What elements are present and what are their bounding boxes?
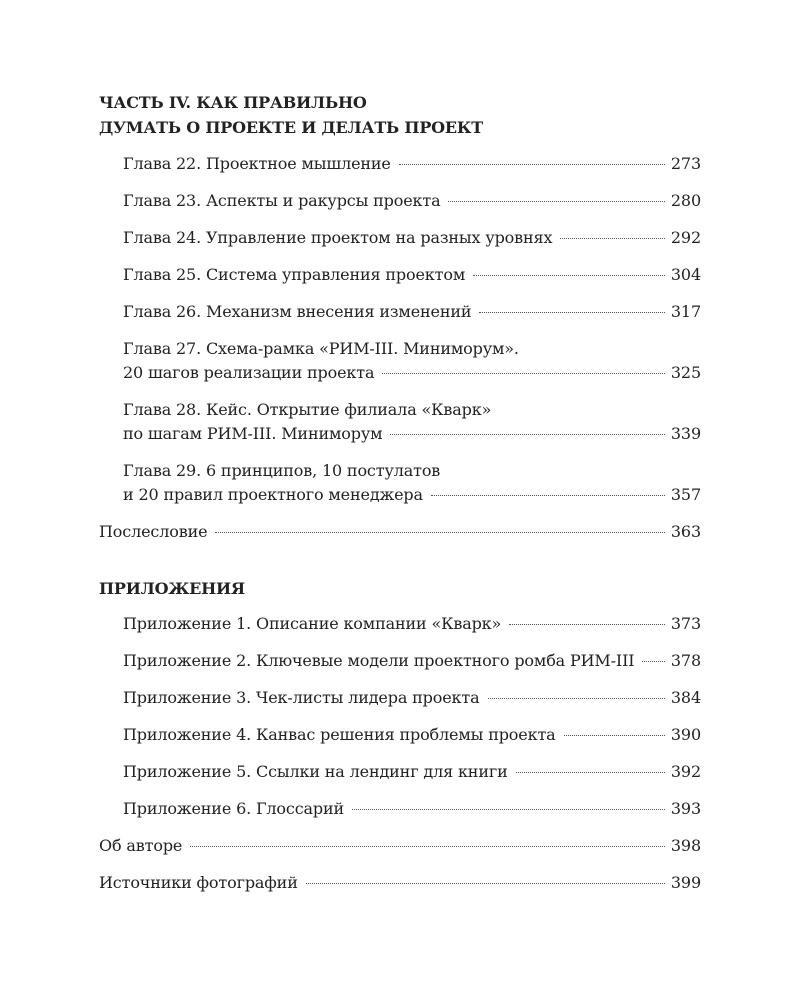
toc-entry-appendix-4[interactable] [99, 723, 701, 747]
dot-leader [431, 495, 665, 496]
toc-entry-title: Приложение 3. Чек-листы лидера проекта [123, 688, 480, 707]
part-4-heading-line-1: ЧАСТЬ IV. КАК ПРАВИЛЬНО [99, 93, 367, 112]
toc-page-number: 325 [670, 363, 701, 382]
toc-page-number: 392 [670, 762, 701, 781]
toc-entry-title: Об авторе [99, 836, 183, 855]
toc-entry-title: Приложение 6. Глоссарий [123, 799, 345, 818]
toc-page-number: 280 [670, 191, 701, 210]
toc-page-number: 390 [670, 725, 701, 744]
toc-page-number: 339 [670, 424, 701, 443]
dot-leader [390, 434, 665, 435]
toc-entry-photo-sources[interactable] [99, 871, 701, 895]
toc-entry-title: Источники фотографий [99, 873, 298, 892]
dot-leader [352, 809, 665, 810]
table-of-contents [99, 90, 701, 895]
toc-entry-chapter-26[interactable] [99, 300, 701, 324]
toc-entry-appendix-2[interactable] [99, 649, 701, 673]
toc-entry-chapter-27[interactable] [99, 337, 701, 385]
toc-page-number: 398 [670, 836, 701, 855]
toc-entry-title: Приложение 2. Ключевые модели проектного ромба РИМ-III [123, 651, 635, 670]
dot-leader [215, 532, 664, 533]
dot-leader [516, 772, 665, 773]
dot-leader [473, 275, 665, 276]
toc-page-number: 273 [670, 154, 701, 173]
dot-leader [509, 624, 665, 625]
toc-entry-appendix-5[interactable] [99, 760, 701, 784]
toc-entry-title-line-2: по шагам РИМ-III. Миниморум [123, 424, 383, 443]
toc-entry-chapter-23[interactable] [99, 189, 701, 213]
toc-entry-title: Приложение 5. Ссылки на лендинг для книги [123, 762, 508, 781]
dot-leader [190, 846, 665, 847]
toc-page-number: 378 [670, 651, 701, 670]
dot-leader [479, 312, 664, 313]
part-4-heading [99, 90, 701, 140]
toc-entry-appendix-6[interactable] [99, 797, 701, 821]
toc-entry-chapter-22[interactable] [99, 152, 701, 176]
dot-leader [488, 698, 665, 699]
toc-entry-chapter-28[interactable] [99, 398, 701, 446]
toc-page-number: 373 [670, 614, 701, 633]
toc-entry-appendix-1[interactable] [99, 612, 701, 636]
dot-leader [560, 238, 665, 239]
toc-entry-title: Глава 26. Механизм внесения изменений [123, 302, 472, 321]
toc-entry-title: Приложение 1. Описание компании «Кварк» [123, 614, 502, 633]
toc-page-number: 384 [670, 688, 701, 707]
toc-entry-title-line-2: и 20 правил проектного менеджера [123, 485, 423, 504]
part-4-heading-line-2: ДУМАТЬ О ПРОЕКТЕ И ДЕЛАТЬ ПРОЕКТ [99, 118, 483, 137]
toc-page-number: 357 [670, 485, 701, 504]
dot-leader [564, 735, 665, 736]
toc-entry-title-line-2: 20 шагов реализации проекта [123, 363, 375, 382]
toc-page-number: 292 [670, 228, 701, 247]
appendices-heading: ПРИЛОЖЕНИЯ [99, 579, 245, 598]
dot-leader [382, 373, 665, 374]
toc-entry-title: Глава 25. Система управления проектом [123, 265, 466, 284]
toc-entry-title: Приложение 4. Канвас решения проблемы проекта [123, 725, 556, 744]
toc-entry-chapter-24[interactable] [99, 226, 701, 250]
toc-entry-title-line-1: Глава 27. Схема-рамка «РИМ-III. Миниморум». [123, 339, 519, 358]
dot-leader [399, 164, 665, 165]
toc-page-number: 317 [670, 302, 701, 321]
toc-entry-title: Глава 22. Проектное мышление [123, 154, 391, 173]
dot-leader [448, 201, 664, 202]
toc-entry-title: Глава 24. Управление проектом на разных уровнях [123, 228, 553, 247]
toc-entry-chapter-25[interactable] [99, 263, 701, 287]
dot-leader [306, 883, 665, 884]
toc-entry-afterword[interactable] [99, 520, 701, 544]
toc-page-number: 393 [670, 799, 701, 818]
toc-page-number: 363 [670, 522, 701, 541]
toc-entry-about-author[interactable] [99, 834, 701, 858]
toc-entry-title-line-1: Глава 29. 6 принципов, 10 постулатов [123, 461, 441, 480]
toc-page-number: 399 [670, 873, 701, 892]
toc-entry-title: Послесловие [99, 522, 208, 541]
dot-leader [642, 661, 664, 662]
toc-page-number: 304 [670, 265, 701, 284]
toc-entry-title: Глава 23. Аспекты и ракурсы проекта [123, 191, 441, 210]
toc-entry-appendix-3[interactable] [99, 686, 701, 710]
toc-entry-chapter-29[interactable] [99, 459, 701, 507]
toc-entry-title-line-1: Глава 28. Кейс. Открытие филиала «Кварк» [123, 400, 492, 419]
